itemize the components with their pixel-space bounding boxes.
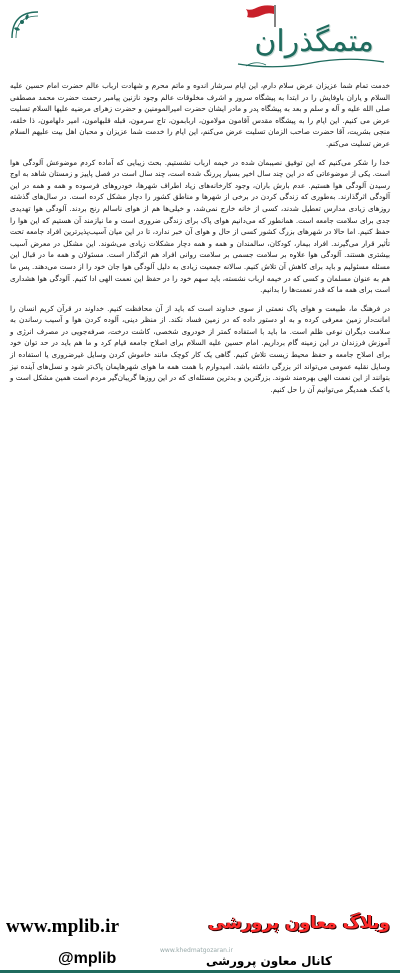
logo-text: متمگذران	[254, 24, 374, 59]
corner-ornament-icon	[10, 10, 40, 40]
website-link[interactable]: www.mplib.ir	[6, 916, 120, 937]
blog-caption: وبلاگ معاون پرورشی	[208, 913, 390, 933]
channel-handle[interactable]: @mplib	[58, 950, 117, 967]
channel-label: کانال معاون پرورشی	[206, 954, 332, 968]
page-footer	[0, 456, 400, 968]
site-logo	[216, 2, 386, 72]
paragraph: خدا را شکر می‌کنیم که این توفیق نصیبمان شده در خیمه ارباب نشستیم. بحث زیبایی که آماده کردم موضوعش آلودگی هوا است. یکی از موضوعاتی که در این چند سال اخیر بسیار پررنگ شده است، چند سال است در فصل پاییز و زمستان شاهد به اوج رسیدن آلودگی هوا هستیم. عدم بارش باران، وجود کارخانه‌های زیاد اطراف شهرها، خودروهای فرسوده و همه و همه در این آلودگی اثرگذارند. به‌طوری که زندگی کردن در برخی از شهرها و مناطق کشور را دچار مشکل کرده است. در سال‌های گذشته روزهای زیادی مدارس تعطیل شدند، کسی از خانه خارج نمی‌شد، و خیلی‌ها هم از هوای ناسالم رنج بردند. آلودگی هوا تهدیدی جدی برای سلامت جامعه است. همانطور که می‌دانیم هوای پاک برای زندگی ضروری است و ما نیازمند آن هستیم که این هوا را حفظ کنیم. اما حالا در شهرهای بزرگ کشور کسی از حال و هوای آن خبر ندارد، تا در این میان آسیب‌پذیرترین افراد جامعه تحت تأثیر قرار می‌گیرند. افراد بیمار، کودکان، سالمندان و همه و همه دچار مشکلات زیادی می‌شوند. این مشکل در معرض آسیب بیشتری هستند. آلودگی هوا علاوه بر سلامت جسمی بر سلامت روانی افراد هم اثرگذار است. مسئولان و همه ما در قبال این مسئله مسئولیم و باید برای کاهش آن تلاش کنیم. سالانه جمعیت زیادی به دلیل آلودگی هوا جان خود را از دست می‌دهند. پس ما هم به عنوان مسلمان و کسی که در خیمه ارباب نشسته، باید سهم خود را در حفظ این نعمت الهی ادا کنیم. آلودگی هوا هشداری است برای همه ما که قدر نعمت‌ها را بدانیم.	[10, 157, 390, 295]
paragraph: خدمت تمام شما عزیزان عرض سلام دارم، این ایام سرشار اندوه و ماتم محرم و شهادت ارباب عالم حضرت امام حسین علیه السلام و یاران باوفایش را در ابتدا به پیشگاه سرور و اشرف مخلوقات عالم وجود نازنین پیامبر رحمت حضرت محمد مصطفی صلی الله علیه و آله و سلم و بعد به پیشگاه پدر و مادر ایشان حضرت امیرالمومنین و حضرت زهرای مرضیه علیها السلام تسلیت عرض می کنیم. این ایام را به پیشگاه مقدس آقامون مولامون، اربابمون، تاج سرمون، قبله قلبهامون، امیر دلهامون، ذا خلقه، منجی بشریت، آقا حضرت صاحب الزمان تسلیت عرض می‌کنم، این ایام را خدمت شما عزیزان و محبان اهل بیت علیهم السلام عرض تسلیت می‌کنم.	[10, 81, 390, 148]
watermark-text: www.khedmatgozaran.ir	[160, 947, 234, 954]
article-body	[10, 80, 390, 470]
logo-flourish-icon	[236, 56, 386, 70]
page-header	[0, 0, 400, 75]
paragraph: در فرهنگ ما، طبیعت و هوای پاک نعمتی از سوی خداوند است که باید از آن محافظت کنیم. خداوند در قرآن کریم انسان را امانت‌دار زمین معرفی کرده و به او دستور داده که در زمین فساد نکند. از منظر دینی، آلوده کردن هوا و آسیب رساندن به سلامت دیگران نوعی ظلم است. ما باید با استفاده کمتر از خودروی شخصی، کاشت درخت، صرفه‌جویی در مصرف انرژی و آموزش فرزندان در این زمینه گام برداریم. امام حسین علیه السلام برای اصلاح جامعه قیام کرد و ما هم باید در حد توان خود برای اصلاح جامعه و حفظ محیط زیست تلاش کنیم. گاهی یک کار کوچک مانند خاموش کردن وسایل غیرضروری یا استفاده از وسایل نقلیه عمومی می‌تواند اثر بزرگی داشته باشد. امیدوارم با همت همه ما هوای شهرهایمان پاک‌تر شود و نسل‌های آینده نیز بتوانند از این نعمت الهی بهره‌مند شوند. بزرگترین و بدترین مسئله‌ای که در این روزها گریبان‌گیر مردم است همین مشکل است و با کمک همدیگر می‌توانیم آن را حل کنیم.	[10, 303, 390, 394]
